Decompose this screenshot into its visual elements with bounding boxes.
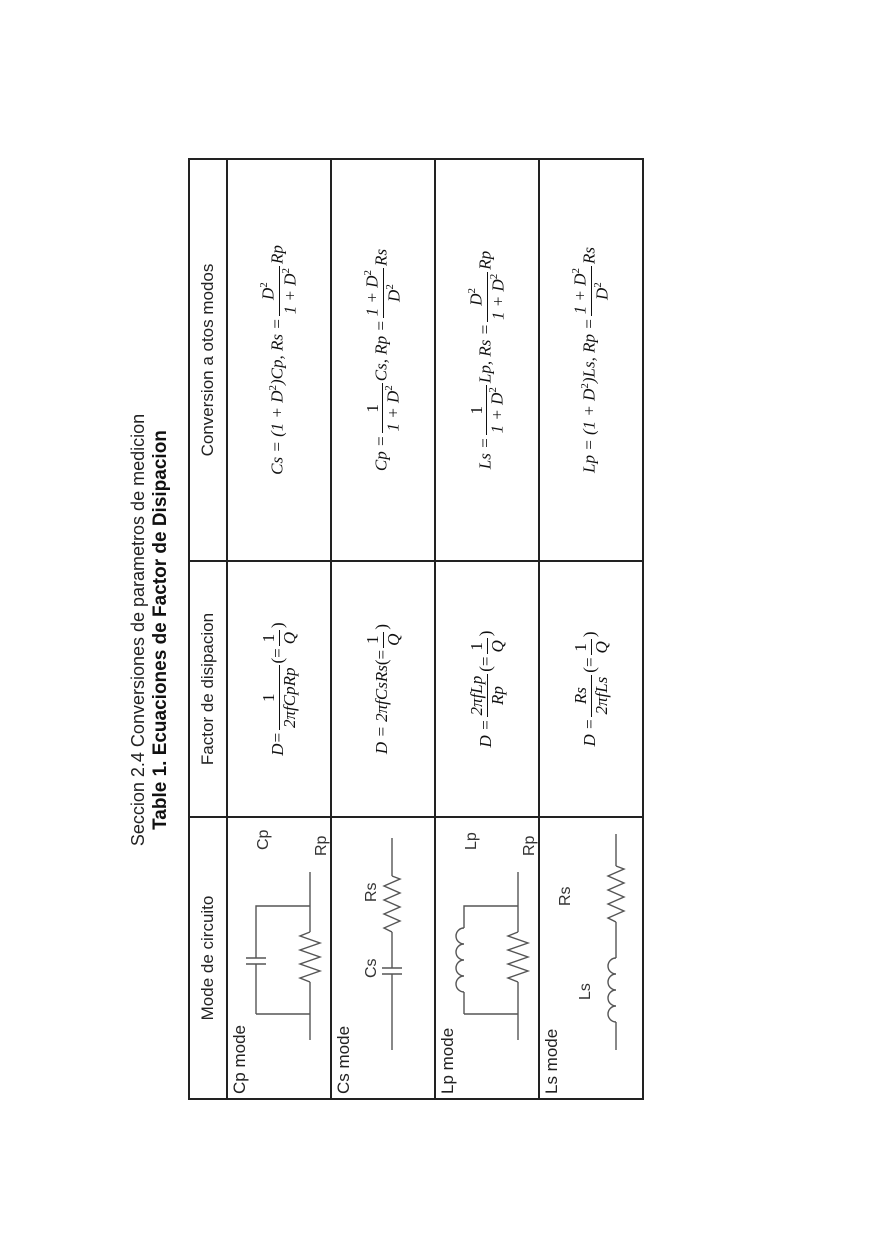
lp-rp-parallel-circuit: [440, 822, 538, 1062]
conversion-formula: $Cs = (1 + D^2)Cp$, Rs = $D^2$ $1 + D^2$ Rp: [227, 159, 331, 561]
mode-cell: [435, 817, 539, 1099]
df-formula: D= 1 2πfCpRp (= 1 Q ): [227, 561, 331, 817]
dissipation-table: [188, 158, 644, 1100]
table-header-row: [189, 159, 227, 1099]
cp-label: Cp: [254, 829, 272, 850]
header-factor: Factor de disipacion: [189, 561, 227, 817]
conversion-formula: Ls = 1 $1 + D^2$ Lp, Rs = $D^2$ $1 + D^2$ Rp: [435, 159, 539, 561]
lp-label: Lp: [462, 832, 480, 850]
rp-label: Rp: [520, 835, 538, 856]
df-formula: D = 2πfCsRs(= 1 Q ): [331, 561, 435, 817]
header-mode: Mode de circuito: [189, 817, 227, 1099]
mode-label: Cs mode: [333, 1025, 353, 1094]
table-row: [435, 159, 539, 1099]
ls-label: Ls: [576, 983, 594, 1000]
circuit-diagram: [440, 822, 538, 1062]
df-formula: D = Rs 2πfLs (= 1 Q ): [539, 561, 643, 817]
cs-rs-series-circuit: [336, 822, 434, 1062]
circuit-diagram: [232, 822, 330, 1062]
mode-label: Cp mode: [229, 1025, 249, 1094]
section-subtitle: Seccion 2.4 Conversiones de parametros de medicion: [127, 413, 148, 847]
heading-block: [126, 160, 190, 1100]
table-title: Table 1. Ecuaciones de Factor de Disipacion: [149, 430, 171, 830]
conversion-formula: Cp = 1 $1 + D^2$ Cs, Rp = $1 + D^2$ $D^2$ Rs: [331, 159, 435, 561]
circuit-diagram: [336, 822, 434, 1062]
cs-label: Cs: [362, 958, 380, 978]
ls-rs-series-circuit: [544, 822, 642, 1062]
df-formula: D = 2πfLp Rp (= 1 Q ): [435, 561, 539, 817]
rp-label: Rp: [312, 835, 330, 856]
table-row: [331, 159, 435, 1099]
cp-rp-parallel-circuit: [232, 822, 330, 1062]
rs-label: Rs: [556, 886, 574, 906]
mode-cell: [331, 817, 435, 1099]
mode-label: Lp mode: [437, 1027, 457, 1094]
mode-cell: [539, 817, 643, 1099]
table-row: [539, 159, 643, 1099]
mode-label: Ls mode: [541, 1028, 561, 1094]
conversion-formula: $Lp = (1 + D^2)Ls$, Rp = $1 + D^2$ $D^2$ Rs: [539, 159, 643, 561]
header-conversion: Conversion a otos modos: [189, 159, 227, 561]
circuit-diagram: [544, 822, 642, 1062]
mode-cell: [227, 817, 331, 1099]
rotated-page: [126, 160, 646, 1100]
rs-label: Rs: [362, 882, 380, 902]
table-row: [227, 159, 331, 1099]
